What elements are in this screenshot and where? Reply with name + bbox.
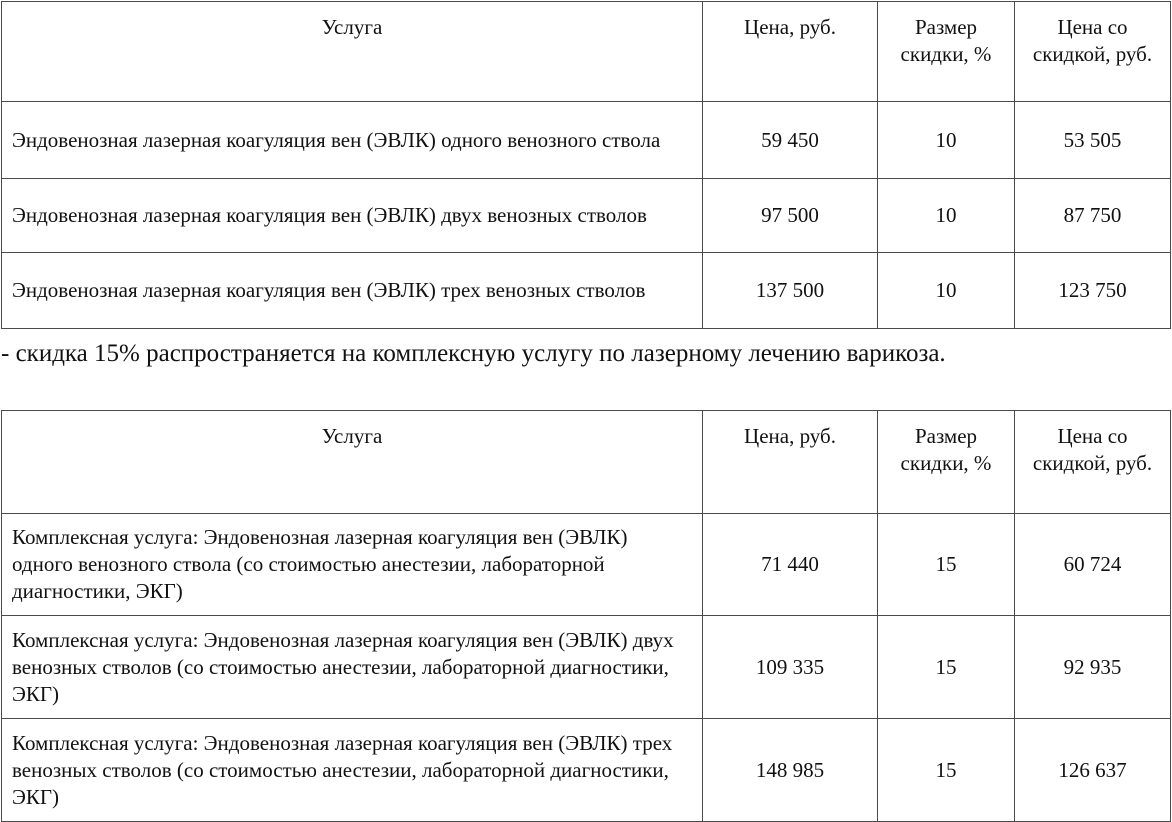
service-name: Эндовенозная лазерная коагуляция вен (ЭВЛК) двух венозных стволов bbox=[2, 179, 703, 253]
table-row bbox=[2, 179, 1171, 253]
table-header-row bbox=[2, 2, 1171, 102]
price-value: 137 500 bbox=[703, 253, 878, 329]
header-discounted-price: Цена со скидкой, руб. bbox=[1015, 2, 1171, 102]
discounted-price-value: 60 724 bbox=[1015, 514, 1171, 616]
service-name: Комплексная услуга: Эндовенозная лазерная коагуляция вен (ЭВЛК) одного венозного ствола (со стоимостью анестезии, лабораторной диагностики, ЭКГ) bbox=[2, 514, 703, 616]
discounted-price-value: 53 505 bbox=[1015, 102, 1171, 179]
header-price: Цена, руб. bbox=[703, 411, 878, 514]
header-discount: Размер скидки, % bbox=[878, 2, 1015, 102]
price-value: 109 335 bbox=[703, 616, 878, 719]
table-header-row bbox=[2, 411, 1171, 514]
service-name: Комплексная услуга: Эндовенозная лазерная коагуляция вен (ЭВЛК) трех венозных стволов (со стоимостью анестезии, лабораторной диагностики, ЭКГ) bbox=[2, 719, 703, 822]
table-row bbox=[2, 102, 1171, 179]
service-name: Эндовенозная лазерная коагуляция вен (ЭВЛК) одного венозного ствола bbox=[2, 102, 703, 179]
discounted-price-value: 92 935 bbox=[1015, 616, 1171, 719]
price-value: 59 450 bbox=[703, 102, 878, 179]
discount-value: 15 bbox=[878, 514, 1015, 616]
table-row bbox=[2, 253, 1171, 329]
discounted-price-value: 123 750 bbox=[1015, 253, 1171, 329]
header-discounted-price: Цена со скидкой, руб. bbox=[1015, 411, 1171, 514]
price-value: 97 500 bbox=[703, 179, 878, 253]
table-row bbox=[2, 514, 1171, 616]
discount-value: 10 bbox=[878, 253, 1015, 329]
header-price: Цена, руб. bbox=[703, 2, 878, 102]
discount-value: 10 bbox=[878, 102, 1015, 179]
price-table-evlk bbox=[1, 1, 1171, 329]
discounted-price-value: 87 750 bbox=[1015, 179, 1171, 253]
discount-value: 15 bbox=[878, 719, 1015, 822]
service-name: Комплексная услуга: Эндовенозная лазерная коагуляция вен (ЭВЛК) двух венозных стволов (со стоимостью анестезии, лабораторной диагностики, ЭКГ) bbox=[2, 616, 703, 719]
price-table-complex bbox=[1, 410, 1171, 822]
table-row bbox=[2, 719, 1171, 822]
service-name: Эндовенозная лазерная коагуляция вен (ЭВЛК) трех венозных стволов bbox=[2, 253, 703, 329]
price-value: 148 985 bbox=[703, 719, 878, 822]
discount-value: 10 bbox=[878, 179, 1015, 253]
table-row bbox=[2, 616, 1171, 719]
discounted-price-value: 126 637 bbox=[1015, 719, 1171, 822]
price-value: 71 440 bbox=[703, 514, 878, 616]
header-service: Услуга bbox=[2, 411, 703, 514]
discount-note: - скидка 15% распространяется на комплексную услугу по лазерному лечению варикоза. bbox=[1, 340, 946, 367]
header-discount: Размер скидки, % bbox=[878, 411, 1015, 514]
header-service: Услуга bbox=[2, 2, 703, 102]
discount-value: 15 bbox=[878, 616, 1015, 719]
